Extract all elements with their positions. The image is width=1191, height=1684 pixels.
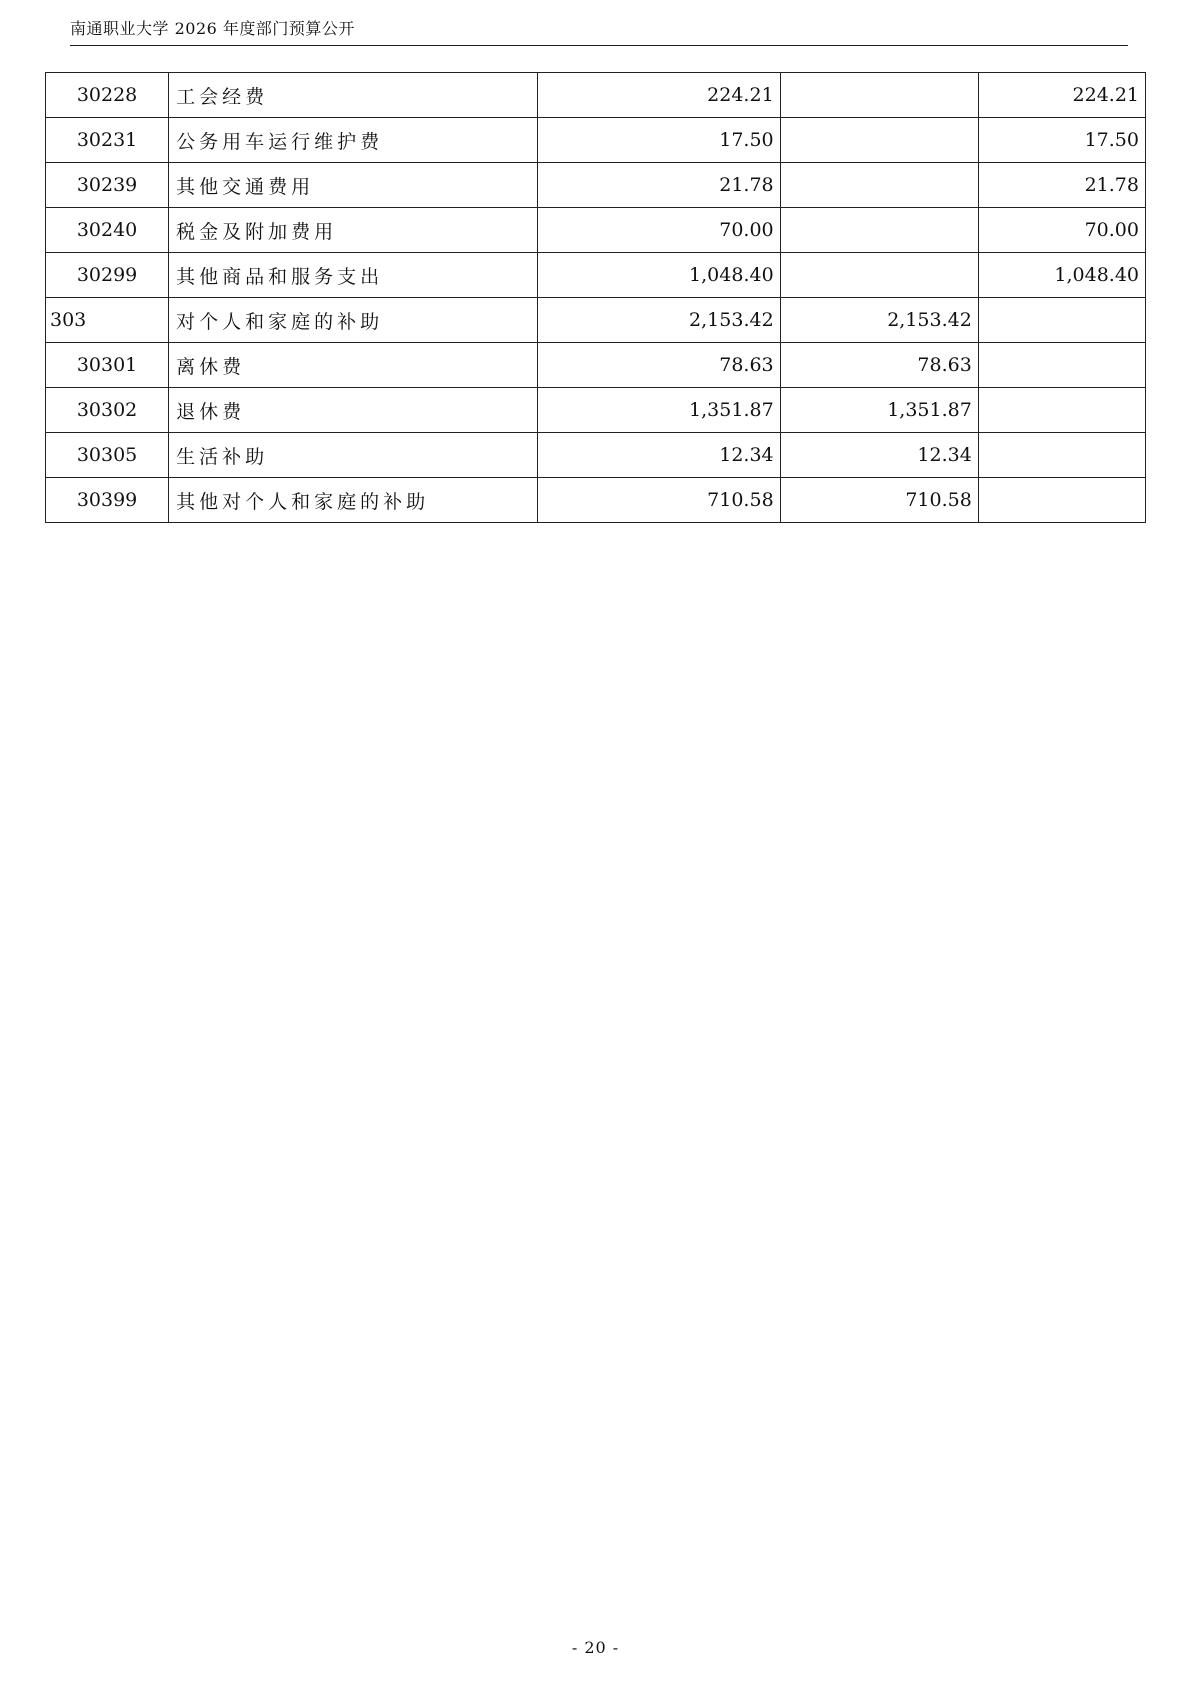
- table-row: [46, 478, 1146, 523]
- row-project-cell: [978, 343, 1145, 388]
- row-total-cell: 17.50: [538, 118, 780, 163]
- header-divider: [70, 45, 1128, 46]
- row-basic-cell: 710.58: [780, 478, 978, 523]
- table-row: [46, 433, 1146, 478]
- row-code-cell: 30231: [46, 118, 169, 163]
- row-total-cell: 12.34: [538, 433, 780, 478]
- row-project-cell: 70.00: [978, 208, 1145, 253]
- row-code-cell: 303: [46, 298, 169, 343]
- table-row: [46, 388, 1146, 433]
- row-code-cell: 30302: [46, 388, 169, 433]
- row-project-cell: 224.21: [978, 73, 1145, 118]
- row-project-cell: 17.50: [978, 118, 1145, 163]
- row-code-cell: 30301: [46, 343, 169, 388]
- row-code-cell: 30305: [46, 433, 169, 478]
- row-name-cell: 工会经费: [169, 73, 538, 118]
- row-name-cell: 其他商品和服务支出: [169, 253, 538, 298]
- row-total-cell: 710.58: [538, 478, 780, 523]
- table-row-category: [46, 298, 1146, 343]
- page-header-title: 南通职业大学 2026 年度部门预算公开: [70, 19, 355, 38]
- row-project-cell: [978, 478, 1145, 523]
- row-name-cell: 其他对个人和家庭的补助: [169, 478, 538, 523]
- row-code-cell: 30228: [46, 73, 169, 118]
- budget-expenditure-table: [45, 72, 1146, 523]
- row-name-cell: 离休费: [169, 343, 538, 388]
- row-total-cell: 78.63: [538, 343, 780, 388]
- row-name-cell: 公务用车运行维护费: [169, 118, 538, 163]
- row-name-cell: 对个人和家庭的补助: [169, 298, 538, 343]
- row-basic-cell: [780, 163, 978, 208]
- row-total-cell: 21.78: [538, 163, 780, 208]
- table-row: [46, 73, 1146, 118]
- row-basic-cell: 78.63: [780, 343, 978, 388]
- row-name-cell: 其他交通费用: [169, 163, 538, 208]
- table-row: [46, 118, 1146, 163]
- row-code-cell: 30399: [46, 478, 169, 523]
- table-body: [46, 73, 1146, 523]
- row-basic-cell: [780, 118, 978, 163]
- row-project-cell: [978, 298, 1145, 343]
- row-project-cell: [978, 433, 1145, 478]
- row-basic-cell: 2,153.42: [780, 298, 978, 343]
- table-row: [46, 163, 1146, 208]
- row-name-cell: 退休费: [169, 388, 538, 433]
- row-basic-cell: [780, 208, 978, 253]
- row-code-cell: 30239: [46, 163, 169, 208]
- table-row: [46, 208, 1146, 253]
- row-code-cell: 30240: [46, 208, 169, 253]
- table-row: [46, 343, 1146, 388]
- row-basic-cell: 12.34: [780, 433, 978, 478]
- row-project-cell: 1,048.40: [978, 253, 1145, 298]
- page-number: - 20 -: [571, 1638, 620, 1657]
- row-total-cell: 70.00: [538, 208, 780, 253]
- row-basic-cell: [780, 73, 978, 118]
- row-project-cell: 21.78: [978, 163, 1145, 208]
- row-name-cell: 税金及附加费用: [169, 208, 538, 253]
- row-basic-cell: [780, 253, 978, 298]
- row-code-cell: 30299: [46, 253, 169, 298]
- table-row: [46, 253, 1146, 298]
- row-total-cell: 2,153.42: [538, 298, 780, 343]
- row-basic-cell: 1,351.87: [780, 388, 978, 433]
- row-total-cell: 1,351.87: [538, 388, 780, 433]
- row-total-cell: 224.21: [538, 73, 780, 118]
- row-project-cell: [978, 388, 1145, 433]
- row-total-cell: 1,048.40: [538, 253, 780, 298]
- row-name-cell: 生活补助: [169, 433, 538, 478]
